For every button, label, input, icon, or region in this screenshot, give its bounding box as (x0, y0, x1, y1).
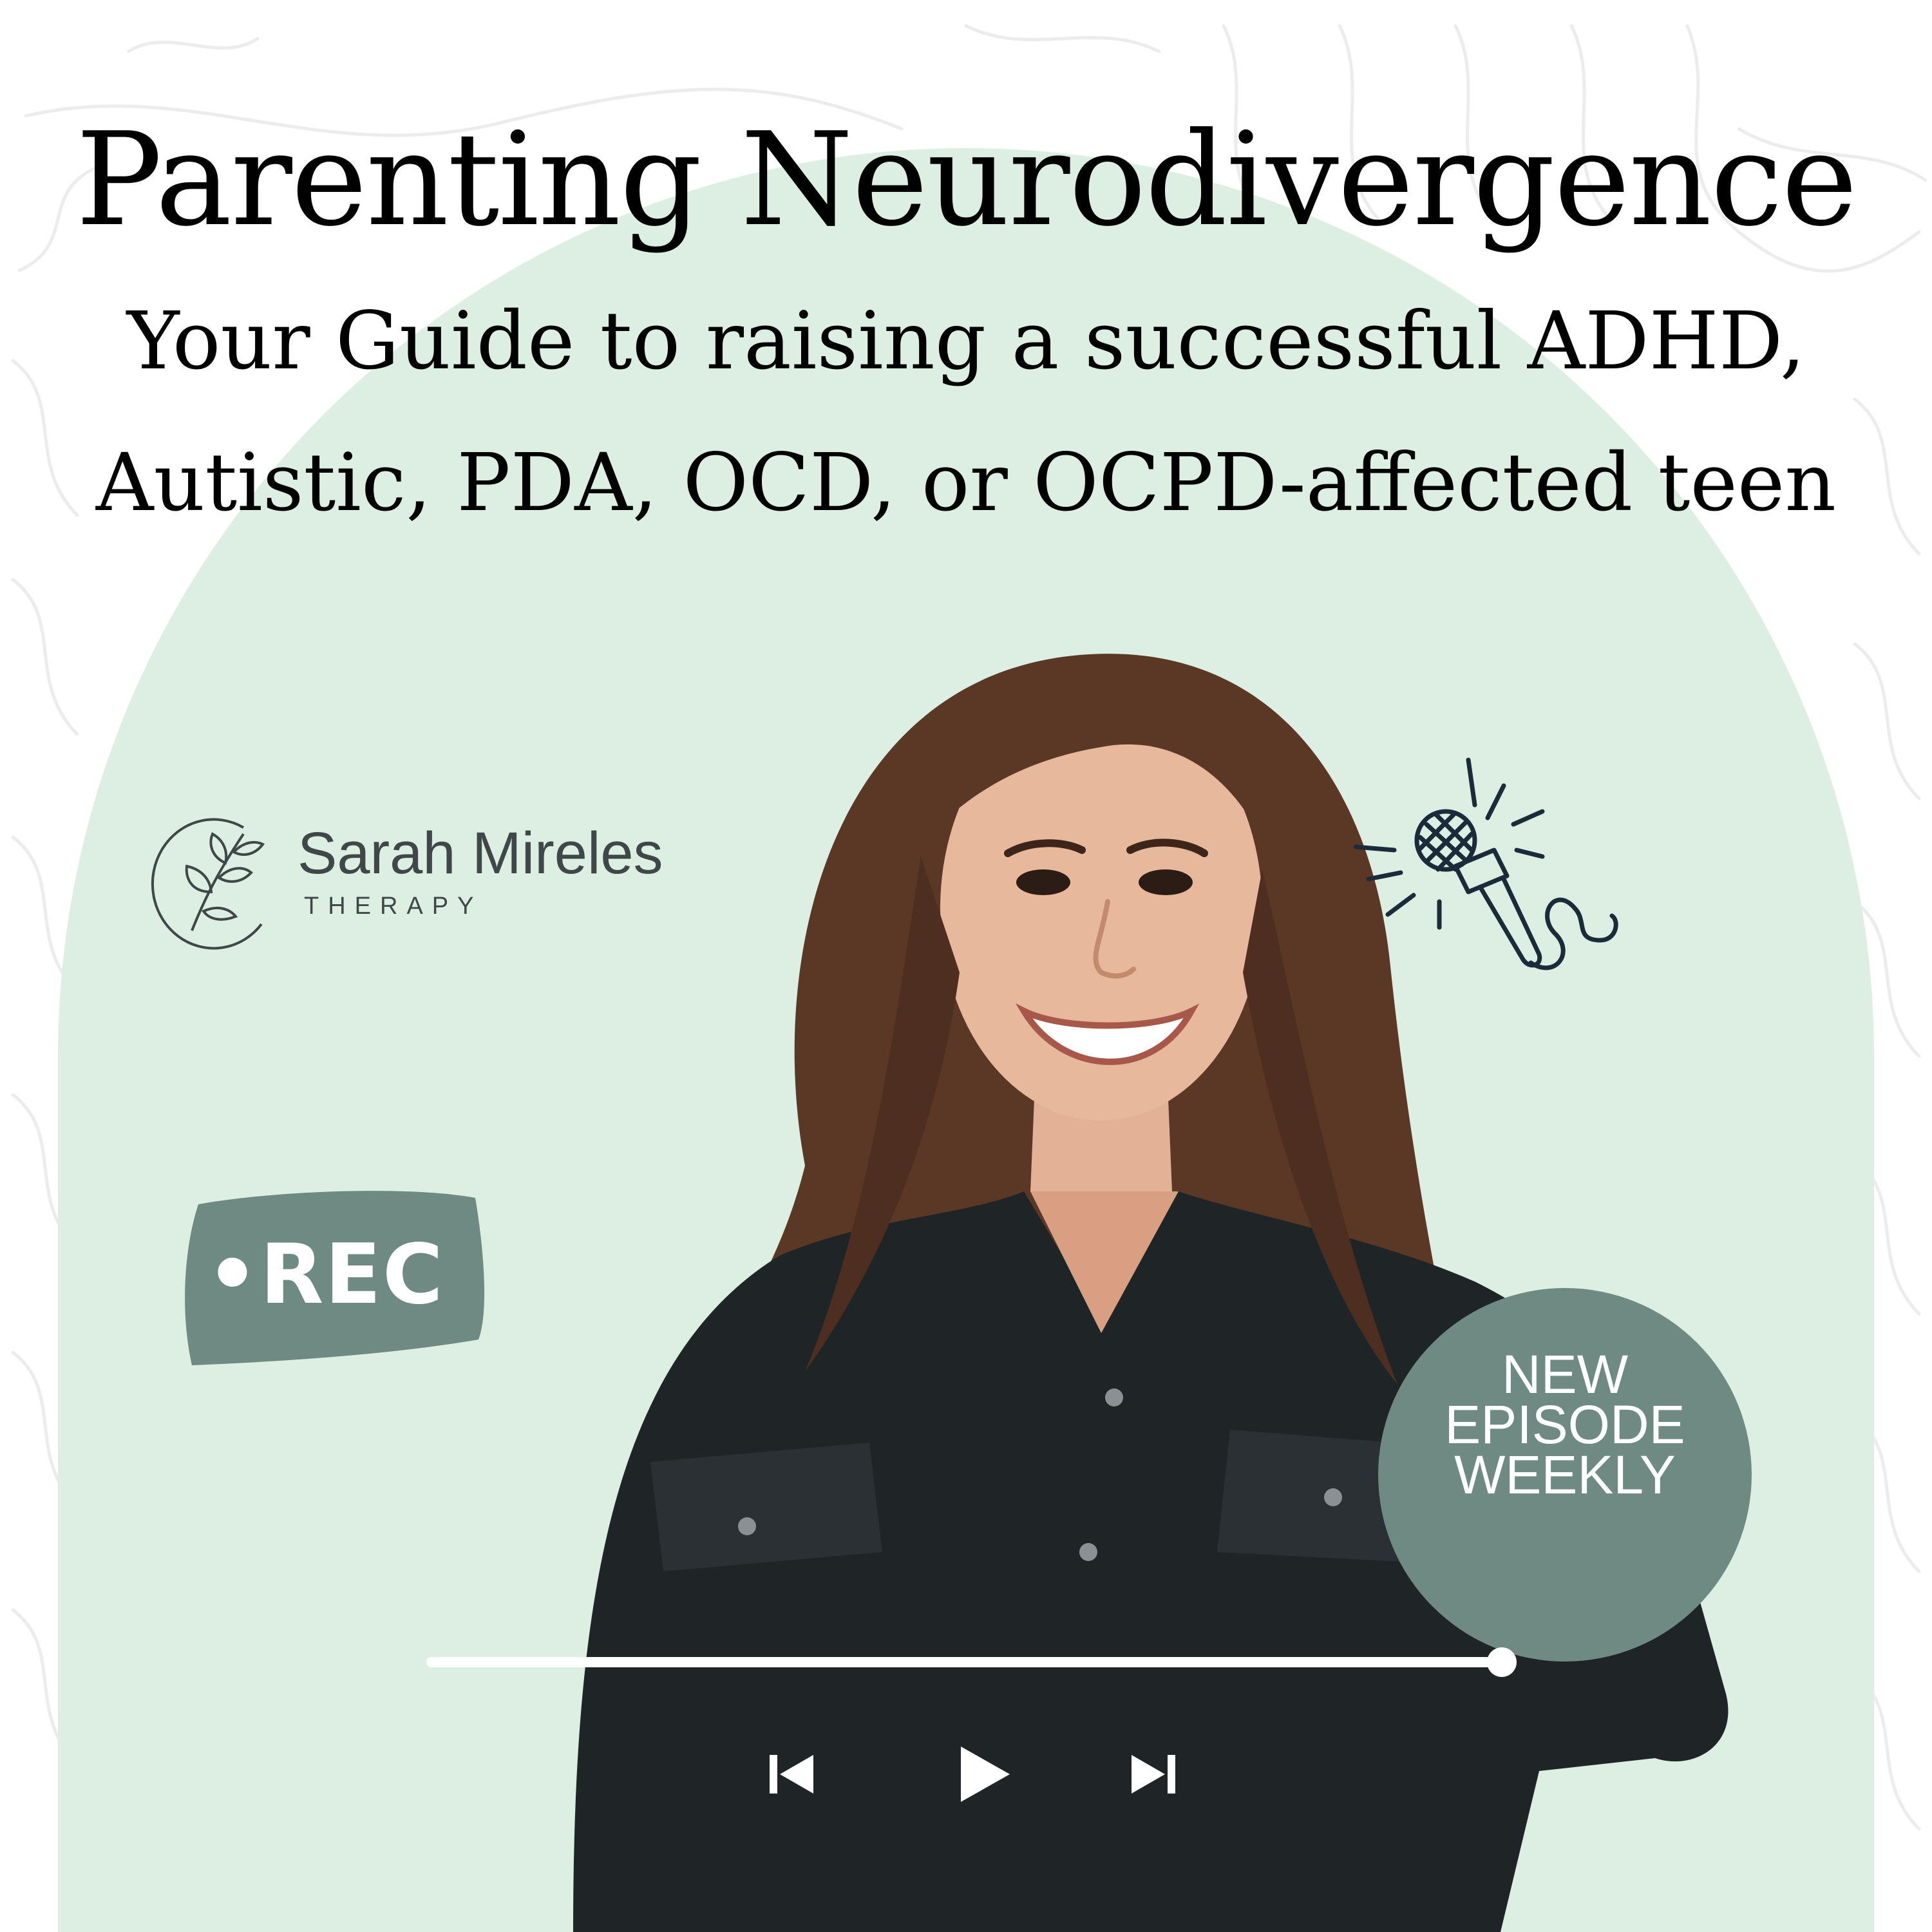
podcast-subtitle-line-2: Autistic, PDA, OCD, or OCPD-affected teen (95, 437, 1837, 529)
brand-name: Sarah Mireles (298, 820, 663, 886)
microphone-icon (1343, 747, 1639, 1005)
badge-line-3: WEEKLY (1454, 1444, 1676, 1505)
rec-label: •REC (206, 1227, 444, 1323)
new-episode-badge-text (1378, 1344, 1752, 1505)
badge-line-2: EPISODE (1444, 1394, 1685, 1455)
skip-previous-icon[interactable] (763, 1745, 821, 1803)
brand-tagline: THERAPY (304, 893, 483, 920)
skip-next-icon[interactable] (1124, 1745, 1182, 1803)
podcast-title: Parenting Neurodivergence (75, 105, 1857, 255)
podcast-subtitle-line-1: Your Guide to raising a successful ADHD, (126, 295, 1806, 388)
badge-line-1: NEW (1502, 1344, 1628, 1405)
leaf-sprig-icon (147, 802, 282, 950)
progress-knob[interactable] (1487, 1647, 1517, 1677)
progress-fill (426, 1657, 1502, 1667)
play-icon[interactable] (947, 1739, 1018, 1810)
